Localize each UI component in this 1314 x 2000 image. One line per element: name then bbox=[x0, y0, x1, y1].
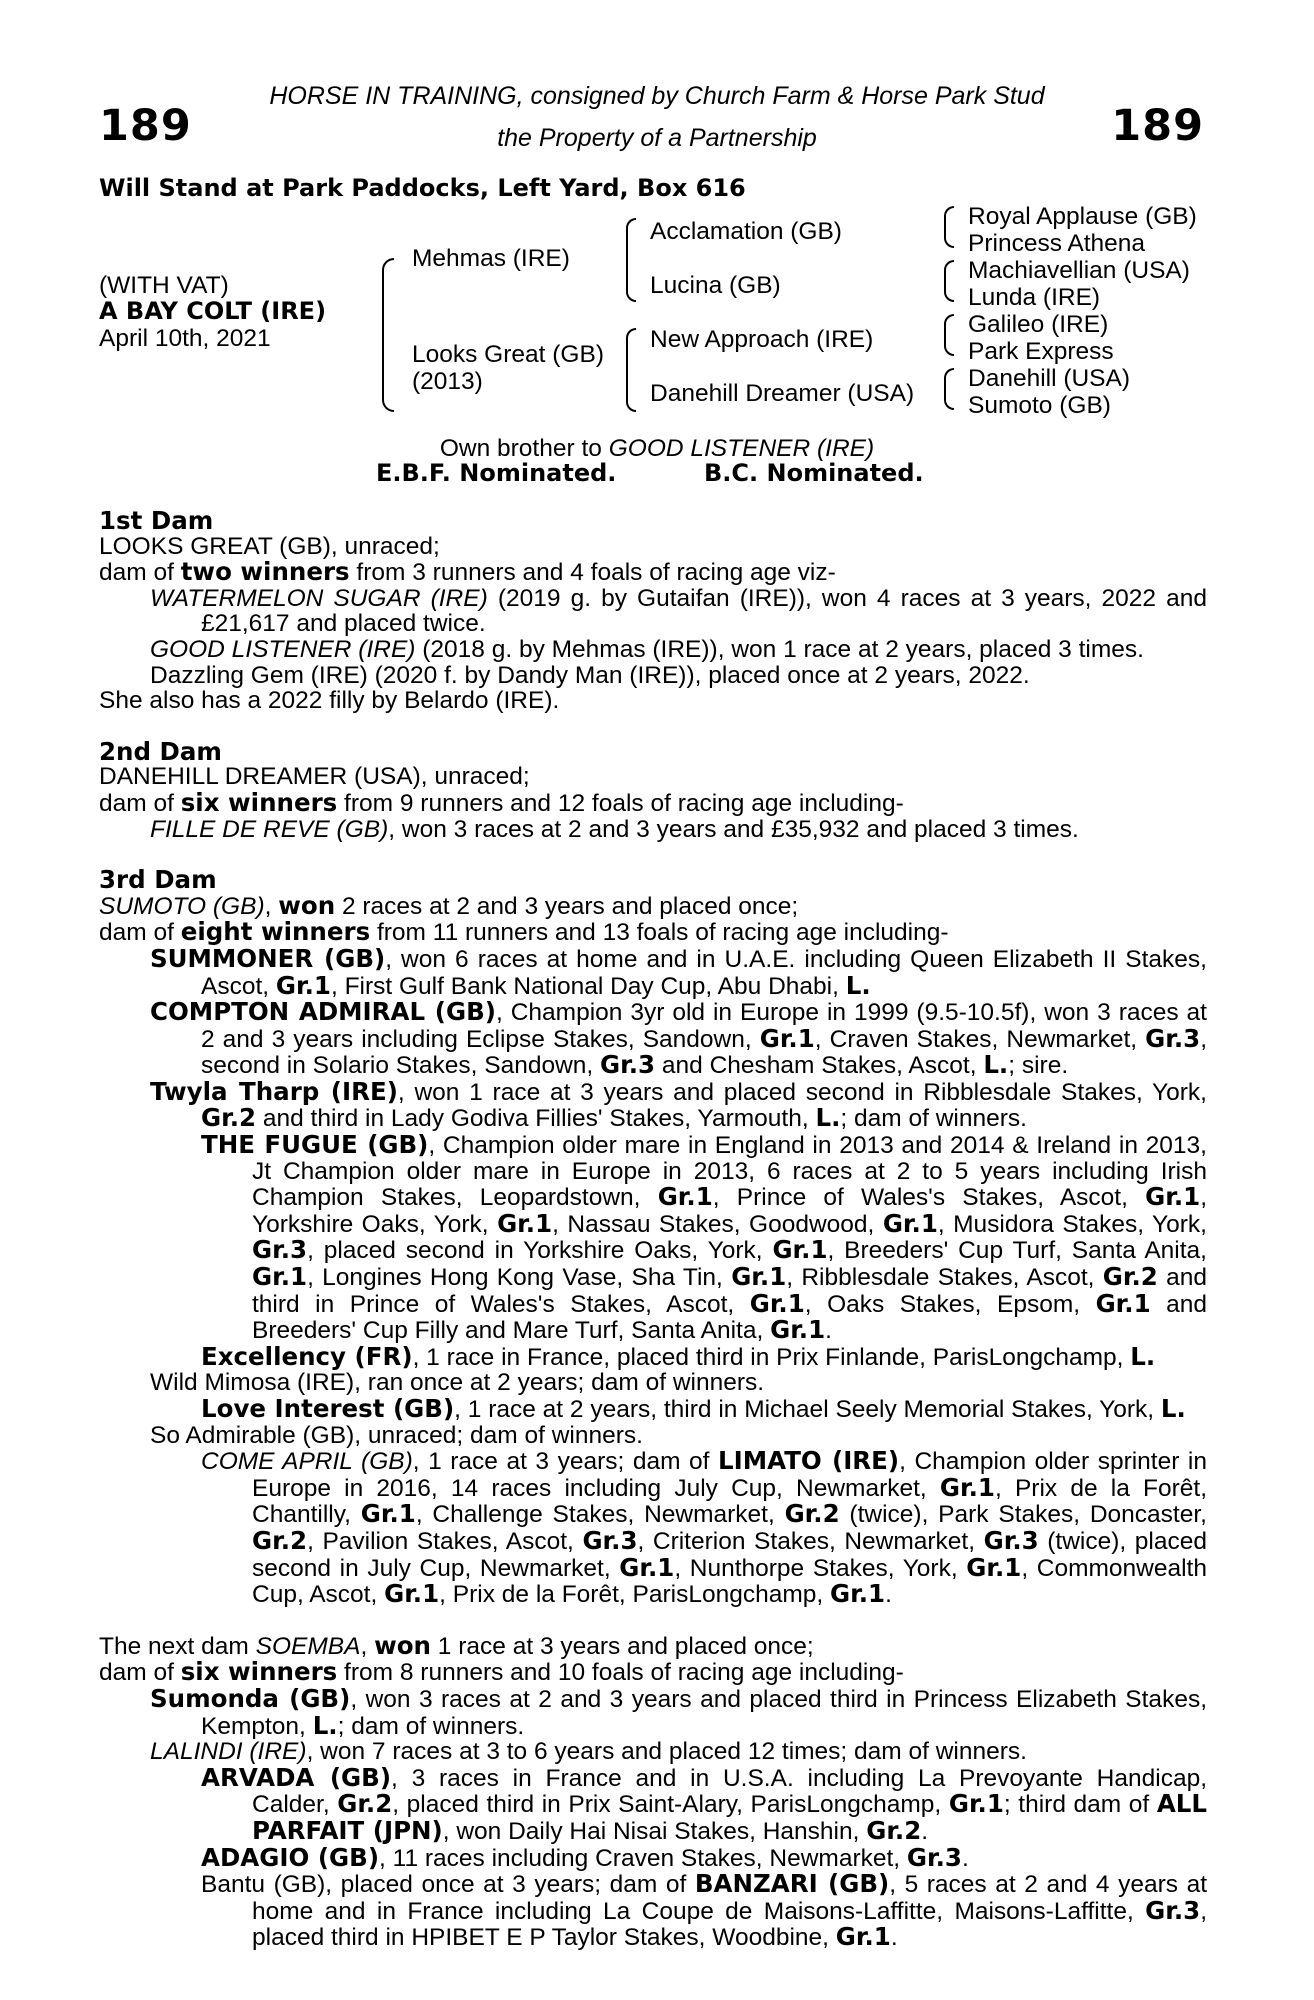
pedigree-brace-g3 bbox=[944, 314, 954, 356]
vat-note: (WITH VAT) bbox=[99, 272, 229, 299]
dam-dam: Danehill Dreamer (USA) bbox=[650, 380, 915, 407]
pedigree-brace-dam bbox=[626, 328, 636, 412]
pedigree-brace-g2 bbox=[944, 260, 954, 302]
so-admirable-entry: So Admirable (GB), unraced; dam of winners. bbox=[150, 1421, 643, 1449]
second-dam-heading: 2nd Dam bbox=[99, 736, 222, 766]
gg-6: Park Express bbox=[968, 338, 1114, 365]
horse-name: A BAY COLT (IRE) bbox=[99, 297, 327, 325]
gg-5: Galileo (IRE) bbox=[968, 311, 1109, 338]
gg-7: Danehill (USA) bbox=[968, 365, 1131, 392]
third-dam-line: SUMOTO (GB), won 2 races at 2 and 3 years and placed once; bbox=[99, 890, 799, 920]
second-dam-line: DANEHILL DREAMER (USA), unraced; bbox=[99, 763, 530, 791]
summoner-entry: SUMMONER (GB), won 6 races at home and in U.A.E. including Queen Elizabeth II Stakes, Ascot, Gr.1, First Gulf Bank National Day Cup, Abu Dhabi, L. bbox=[150, 943, 1207, 1000]
come-april-entry: COME APRIL (GB), 1 race at 3 years; dam of LIMATO (IRE), Champion older sprinter in Europe in 2016, 14 races including July Cup, Newmarket, Gr.1, Prix de la Forêt, Chantilly, Gr.1, Challenge Stakes, Newmarket, Gr.2 (twice), Park Stakes, Doncaster, Gr.2, Pavilion Stakes, Ascot, Gr.3, Criterion Stakes, Newmarket, Gr.3 (twice), placed second in July Cup, Newmarket, Gr.1, Nunthorpe Stakes, York, Gr.1, Commonwealth Cup, Ascot, Gr.1, Prix de la Forêt, ParisLongchamp, Gr.1. bbox=[201, 1446, 1208, 1609]
foaling-date: April 10th, 2021 bbox=[99, 325, 271, 352]
first-dam-winner-1: WATERMELON SUGAR (IRE) (2019 g. by Gutaifan (IRE)), won 4 races at 3 years, 2022 and £21,617 and placed twice. bbox=[150, 584, 1208, 638]
gg-8: Sumoto (GB) bbox=[968, 392, 1111, 419]
ebf-nominated: E.B.F. Nominated. bbox=[376, 459, 617, 487]
gg-3: Machiavellian (USA) bbox=[968, 257, 1190, 284]
property-line: the Property of a Partnership bbox=[497, 124, 817, 152]
gg-1: Royal Applause (GB) bbox=[968, 203, 1197, 230]
pedigree-brace-g1 bbox=[944, 206, 954, 248]
gg-4: Lunda (IRE) bbox=[968, 284, 1101, 311]
third-dam-produce: dam of eight winners from 11 runners and 13 foals of racing age including- bbox=[99, 917, 949, 947]
pedigree-brace-g4 bbox=[944, 368, 954, 410]
second-dam-winner-1: FILLE DE REVE (GB), won 3 races at 2 and 3 years and £35,932 and placed 3 times. bbox=[150, 815, 1079, 843]
twyla-tharp-entry: Twyla Tharp (IRE), won 1 race at 3 years and placed second in Ribblesdale Stakes, York, Gr.2 and third in Lady Godiva Fillies' Stakes, Yarmouth, L.; dam of winners. bbox=[150, 1076, 1207, 1133]
sumonda-entry: Sumonda (GB), won 3 races at 2 and 3 years and placed third in Princess Elizabeth Stakes, Kempton, L.; dam of winners. bbox=[150, 1683, 1207, 1740]
first-dam-line: LOOKS GREAT (GB), unraced; bbox=[99, 532, 440, 560]
sire-sire: Acclamation (GB) bbox=[650, 218, 842, 245]
wild-mimosa-entry: Wild Mimosa (IRE), ran once at 2 years; dam of winners. bbox=[150, 1369, 765, 1397]
stand-location: Will Stand at Park Paddocks, Left Yard, Box 616 bbox=[99, 174, 746, 202]
third-dam-heading: 3rd Dam bbox=[99, 865, 217, 895]
bc-nominated: B.C. Nominated. bbox=[704, 459, 924, 487]
next-dam-produce: dam of six winners from 8 runners and 10 foals of racing age including- bbox=[99, 1657, 904, 1687]
pedigree-brace-sire bbox=[626, 218, 636, 302]
love-interest-entry: Love Interest (GB), 1 race at 2 years, third in Michael Seely Memorial Stakes, York, L. bbox=[201, 1394, 1186, 1423]
own-brother-note: Own brother to GOOD LISTENER (IRE) bbox=[439, 435, 875, 462]
gg-2: Princess Athena bbox=[968, 230, 1146, 257]
consignor-line: HORSE IN TRAINING, consigned by Church Farm & Horse Park Stud bbox=[269, 82, 1045, 110]
first-dam-runner-3: Dazzling Gem (IRE) (2020 f. by Dandy Man (IRE)), placed once at 2 years, 2022. bbox=[150, 661, 1030, 689]
first-dam-also: She also has a 2022 filly by Belardo (IRE). bbox=[99, 687, 560, 715]
lalindi-entry: LALINDI (IRE), won 7 races at 3 to 6 years and placed 12 times; dam of winners. bbox=[150, 1738, 1027, 1766]
pedigree-brace-main bbox=[382, 258, 394, 412]
dam: Looks Great (GB) bbox=[412, 341, 604, 368]
dam-sire: New Approach (IRE) bbox=[650, 326, 874, 353]
sire-dam: Lucina (GB) bbox=[650, 272, 781, 299]
excellency-entry: Excellency (FR), 1 race in France, placed third in Prix Finlande, ParisLongchamp, L. bbox=[201, 1341, 1156, 1371]
sire: Mehmas (IRE) bbox=[412, 245, 570, 272]
bantu-entry: Bantu (GB), placed once at 3 years; dam of BANZARI (GB), 5 races at 2 and 4 years at home and in France including La Coupe de Maisons-Laffitte, Maisons-Laffitte, Gr.3, placed third in HPIBET E P Taylor Stakes, Woodbine, Gr.1. bbox=[201, 1869, 1208, 1952]
dam-year: (2013) bbox=[412, 368, 483, 395]
first-dam-produce: dam of two winners from 3 runners and 4 foals of racing age viz- bbox=[99, 557, 836, 587]
first-dam-heading: 1st Dam bbox=[99, 506, 214, 535]
compton-admiral-entry: COMPTON ADMIRAL (GB), Champion 3yr old in Europe in 1999 (9.5-10.5f), won 3 races at 2 and 3 years including Eclipse Stakes, Sandown, Gr.1, Craven Stakes, Newmarket, Gr.3, second in Solario Stakes, Sandown, Gr.3 and Chesham Stakes, Ascot, L.; sire. bbox=[150, 997, 1207, 1080]
next-dam-line: The next dam SOEMBA, won 1 race at 3 years and placed once; bbox=[99, 1630, 814, 1660]
the-fugue-entry: THE FUGUE (GB), Champion older mare in England in 2013 and 2014 & Ireland in 2013, Jt Champion older mare in Europe in 2013, 6 races at 2 to 5 years including Irish Champion Stakes, Leopardstown, Gr.1, Prince of Wales's Stakes, Ascot, Gr.1, Yorkshire Oaks, York, Gr.1, Nassau Stakes, Goodwood, Gr.1, Musidora Stakes, York, Gr.3, placed second in Yorkshire Oaks, York, Gr.1, Breeders' Cup Turf, Santa Anita, Gr.1, Longines Hong Kong Vase, Sha Tin, Gr.1, Ribblesdale Stakes, Ascot, Gr.2 and third in Prince of Wales's Stakes, Ascot, Gr.1, Oaks Stakes, Epsom, Gr.1 and Breeders' Cup Filly and Mare Turf, Santa Anita, Gr.1. bbox=[201, 1130, 1208, 1345]
first-dam-winner-2: GOOD LISTENER (IRE) (2018 g. by Mehmas (IRE)), won 1 race at 2 years, placed 3 times. bbox=[150, 635, 1144, 663]
arvada-entry: ARVADA (GB), 3 races in France and in U.S.A. including La Prevoyante Handicap, Calder, Gr.2, placed third in Prix Saint-Alary, ParisLongchamp, Gr.1; third dam of ALL PARFAIT (JPN), won Daily Hai Nisai Stakes, Hanshin, Gr.2. bbox=[201, 1762, 1208, 1845]
adagio-entry: ADAGIO (GB), 11 races including Craven Stakes, Newmarket, Gr.3. bbox=[201, 1842, 969, 1872]
lot-number-left: 189 bbox=[99, 101, 192, 151]
catalogue-body bbox=[99, 508, 1207, 1951]
lot-number-right: 189 bbox=[1111, 101, 1204, 151]
second-dam-produce: dam of six winners from 9 runners and 12 foals of racing age including- bbox=[99, 787, 904, 817]
